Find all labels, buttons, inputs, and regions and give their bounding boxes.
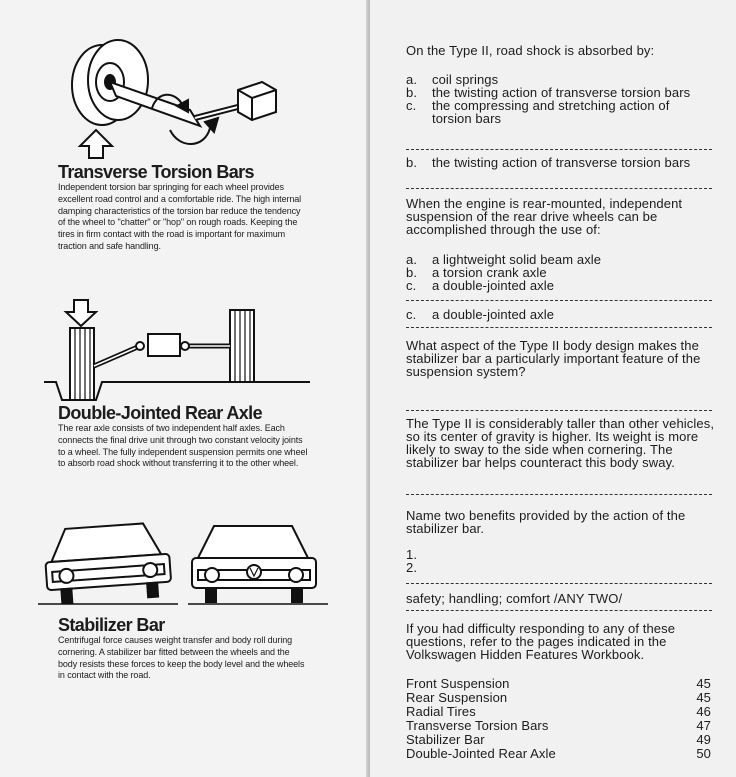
torsion-bar-wheel-diagram [40,30,300,165]
question-2-text: When the engine is rear-mounted, independent suspension of the rear drive wheels can be accomplished through the use of: [406,196,683,237]
section-title-torsion-bars: Transverse Torsion Bars [58,162,254,182]
two-cars-front-view [38,518,328,613]
reference-intro: If you had difficulty responding to any of these questions, refer to the pages indicated in the Volkswagen Hidden Features Workbook. [406,621,676,662]
divider [406,583,712,584]
option-item: c. the compressing and stretching action of torsion bars [406,98,670,126]
reference-list [406,677,716,761]
reference-item: Radial Tires 46 [406,704,711,719]
question-3-text: What aspect of the Type II body design makes the stabilizer bar a particularly important feature of the suspension system? [406,338,701,379]
reference-item: Double-Jointed Rear Axle 50 [406,746,711,761]
question-3 [406,339,716,378]
rear-axle-diagram [40,296,320,406]
answer-2: c. a double-jointed axle [406,307,555,322]
option-item: c. a double-jointed axle [406,278,555,293]
option-item: b. the twisting action of transverse torsion bars [406,85,691,100]
section-title-stabilizer-bar: Stabilizer Bar [58,615,165,635]
reference-item: Rear Suspension 45 [406,690,711,705]
divider [406,410,712,411]
divider [406,327,712,328]
question-1-options [406,73,716,125]
right-page [370,0,736,777]
question-4-text: Name two benefits provided by the action of the stabilizer bar. [406,508,686,536]
question-4 [406,509,716,535]
reference-item: Front Suspension 45 [406,676,711,691]
option-item: a. coil springs [406,72,499,87]
divider [406,300,712,301]
question-1 [406,44,716,57]
section-title-rear-axle: Double-Jointed Rear Axle [58,403,262,423]
divider [406,610,712,611]
section-body-torsion-bars: Independent torsion bar springing for each wheel provides excellent road control and a comfortable ride. The high internal damping characteristics of the torsion bar reduce the tendency of the wheel to "chatter" or "hop" on rough roads. Keeping the tires in firm contact with the road is important for maximum traction and safe handling. [58,182,302,251]
blank-1: 1. [406,547,418,562]
question-2-options [406,253,716,292]
divider [406,149,712,150]
section-body-stabilizer-bar: Centrifugal force causes weight transfer and body roll during cornering. A stabilizer bar fitted between the wheels and the body resists these forces to keep the body level and the wheels in contact with the road. [58,635,305,681]
divider [406,494,712,495]
section-body-rear-axle: The rear axle consists of two independent half axles. Each connects the final drive unit through two constant velocity joints to a wheel. The fully independent suspension permits one wheel to absorb road shock without transferring it to the other wheel. [58,423,308,469]
divider [406,188,712,189]
answer-1: b. the twisting action of transverse torsion bars [406,155,691,170]
reference-item: Transverse Torsion Bars 47 [406,718,711,733]
reference-item: Stabilizer Bar 49 [406,732,711,747]
answer-3: The Type II is considerably taller than other vehicles, so its center of gravity is higher. Its weight is more likely to sway to the side when cornering. The stabilizer bar helps counteract this body sway. [406,416,715,470]
answer-4: safety; handling; comfort /ANY TWO/ [406,591,623,606]
option-item: a. a lightweight solid beam axle [406,252,602,267]
question-2 [406,197,716,236]
question-1-text: On the Type II, road shock is absorbed by: [406,43,655,58]
blank-2: 2. [406,560,418,575]
question-4-blanks [406,548,716,574]
option-item: b. a torsion crank axle [406,265,547,280]
